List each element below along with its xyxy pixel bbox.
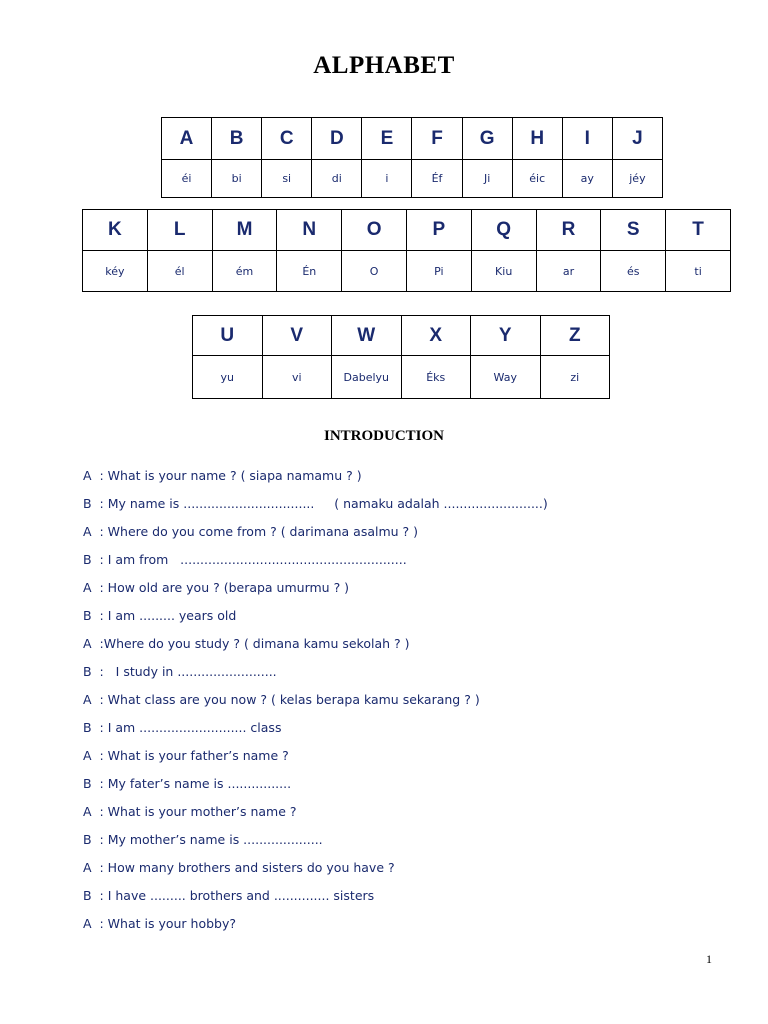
letter-cell: C	[262, 118, 312, 160]
dialogue-line: A : What is your mother’s name ?	[83, 804, 297, 819]
letter-cell: I	[562, 118, 612, 160]
pronunciation-cell: Pi	[406, 251, 471, 292]
dialogue-line: A : How many brothers and sisters do you have ?	[83, 860, 395, 875]
dialogue-line: A : What class are you now ? ( kelas berapa kamu sekarang ? )	[83, 692, 480, 707]
pronunciation-cell: O	[342, 251, 407, 292]
introduction-heading: INTRODUCTION	[323, 428, 444, 444]
dialogue-line: B : I am ........................... class	[83, 720, 282, 735]
dialogue-line: B : I have ......... brothers and .............. sisters	[83, 888, 375, 903]
letter-cell: J	[612, 118, 662, 160]
letter-cell: O	[342, 210, 407, 251]
pronunciation-cell: ay	[562, 160, 612, 198]
letter-cell: V	[262, 316, 332, 356]
letter-cell: T	[666, 210, 731, 251]
letters-row	[193, 316, 610, 356]
dialogue-line: A : What is your father’s name ?	[83, 748, 289, 763]
pronunciation-cell: kéy	[83, 251, 148, 292]
dialogue-line: B : My fater’s name is ................	[83, 776, 292, 791]
letter-cell: N	[277, 210, 342, 251]
dialogue-line: B : I am ......... years old	[83, 608, 237, 623]
letters-row	[162, 118, 663, 160]
alphabet-table-row-2	[82, 209, 731, 292]
letter-cell: X	[401, 316, 471, 356]
pronunciation-cell: Éks	[401, 356, 471, 399]
dialogue	[83, 466, 723, 942]
letter-cell: G	[462, 118, 512, 160]
pronunciation-cell: bi	[212, 160, 262, 198]
letter-cell: L	[147, 210, 212, 251]
pronunciation-cell: ti	[666, 251, 731, 292]
letter-cell: A	[162, 118, 212, 160]
alphabet-table-row-3	[192, 315, 610, 399]
dialogue-line: B : My name is ................................. ( namaku adalah .........................)	[83, 496, 548, 511]
letter-cell: K	[83, 210, 148, 251]
dialogue-line: A : How old are you ? (berapa umurmu ? )	[83, 580, 350, 595]
letter-cell: Y	[471, 316, 541, 356]
pronunciation-cell: Ji	[462, 160, 512, 198]
pronunciation-row	[83, 251, 731, 292]
letter-cell: U	[193, 316, 263, 356]
dialogue-line: A :Where do you study ? ( dimana kamu sekolah ? )	[83, 636, 410, 651]
pronunciation-cell: és	[601, 251, 666, 292]
letter-cell: P	[406, 210, 471, 251]
pronunciation-cell: éic	[512, 160, 562, 198]
dialogue-line: A : Where do you come from ? ( darimana asalmu ? )	[83, 524, 419, 539]
dialogue-line: B : I study in .........................	[83, 664, 277, 679]
letter-cell: W	[332, 316, 402, 356]
letter-cell: Z	[540, 316, 610, 356]
pronunciation-cell: si	[262, 160, 312, 198]
pronunciation-cell: vi	[262, 356, 332, 399]
pronunciation-cell: Kiu	[471, 251, 536, 292]
letters-row	[83, 210, 731, 251]
dialogue-line: B : I am from .........................................................	[83, 552, 407, 567]
letter-cell: H	[512, 118, 562, 160]
dialogue-line: A : What is your hobby?	[83, 916, 237, 931]
pronunciation-row	[162, 160, 663, 198]
pronunciation-cell: ém	[212, 251, 277, 292]
letter-cell: D	[312, 118, 362, 160]
page-number: 1	[706, 952, 712, 966]
pronunciation-cell: i	[362, 160, 412, 198]
pronunciation-cell: éi	[162, 160, 212, 198]
letter-cell: R	[536, 210, 601, 251]
letter-cell: S	[601, 210, 666, 251]
pronunciation-cell: yu	[193, 356, 263, 399]
pronunciation-row	[193, 356, 610, 399]
pronunciation-cell: Éf	[412, 160, 462, 198]
pronunciation-cell: jéy	[612, 160, 662, 198]
page-title: ALPHABET	[313, 52, 455, 79]
letter-cell: B	[212, 118, 262, 160]
pronunciation-cell: Dabelyu	[332, 356, 402, 399]
dialogue-line: B : My mother’s name is ....................	[83, 832, 323, 847]
pronunciation-cell: zi	[540, 356, 610, 399]
pronunciation-cell: Én	[277, 251, 342, 292]
letter-cell: F	[412, 118, 462, 160]
pronunciation-cell: di	[312, 160, 362, 198]
letter-cell: E	[362, 118, 412, 160]
pronunciation-cell: él	[147, 251, 212, 292]
alphabet-table-row-1	[161, 117, 663, 198]
pronunciation-cell: ar	[536, 251, 601, 292]
dialogue-line: A : What is your name ? ( siapa namamu ? )	[83, 468, 362, 483]
pronunciation-cell: Way	[471, 356, 541, 399]
letter-cell: M	[212, 210, 277, 251]
letter-cell: Q	[471, 210, 536, 251]
